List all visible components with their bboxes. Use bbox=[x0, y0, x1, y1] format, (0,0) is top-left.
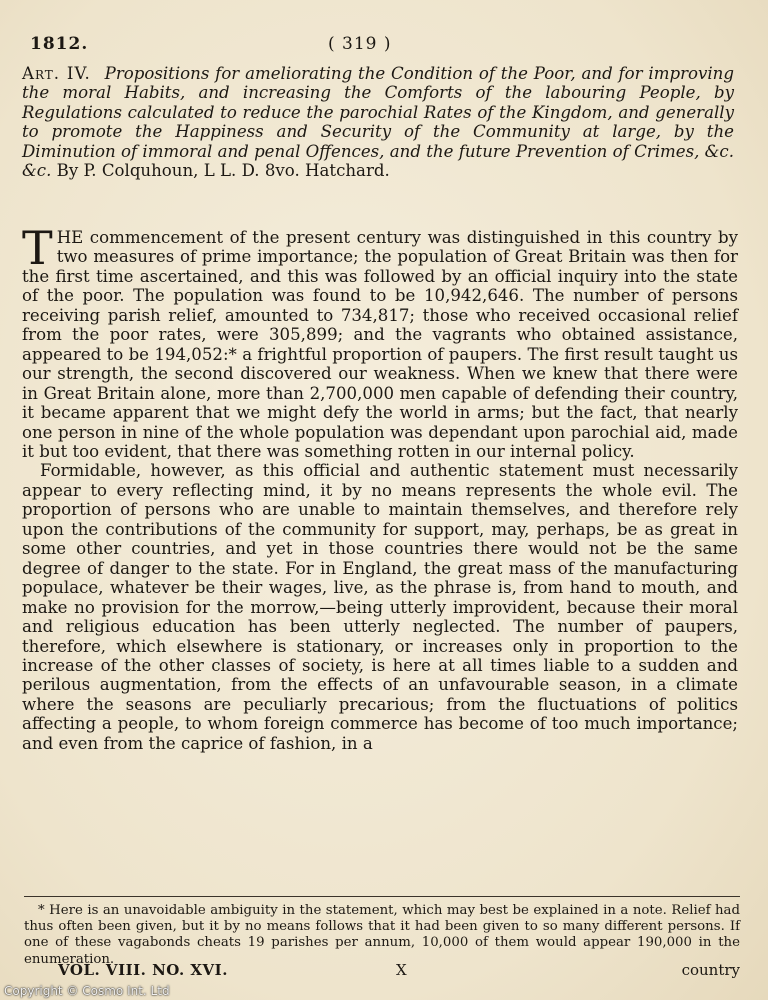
footnote bbox=[24, 903, 740, 968]
article-author: By P. Colquhoun, L L. D. bbox=[56, 161, 260, 181]
header-year: 1812. bbox=[30, 34, 89, 54]
running-header bbox=[30, 34, 738, 54]
article-label: Art. IV. bbox=[22, 64, 91, 83]
page-number: ( 319 ) bbox=[328, 34, 392, 54]
copyright-watermark: Copyright © Cosmo Int. Ltd bbox=[4, 984, 170, 998]
signature-mark: X bbox=[396, 961, 407, 979]
page-footer bbox=[58, 961, 740, 981]
body-paragraph bbox=[22, 221, 738, 461]
footnote-text: * Here is an unavoidable ambiguity in the statement, which may best be explained in a note. Relief had thus often been given, but it by no means follows that it had been given to so many different persons. If one of these vagabonds cheats 19 parishes per annum, 10,000 of them would appear 190,000 in the enumeration. bbox=[24, 903, 740, 967]
article-title-block bbox=[22, 64, 734, 180]
paragraph-text: HE commencement of the present century was distinguished in this country by two measures of prime importance; the population of Great Britain was then for the first time ascertained, and this was followed by an official inquiry into the state of the poor. The population was found to be 10,942,646. The number of persons receiving parish relief, amounted to 734,817; those who received occasional relief from the poor rates, were 305,899; and the vagrants who obtained assistance, appeared to be 194,052:* a frightful proportion of paupers. The first result taught us our strength, the second discovered our weakness. When we knew that there were in Great Britain alone, more than 2,700,000 men capable of defending their country, it became apparent that we might defy the world in arms; but the fact, that nearly one person in nine of the whole population was dependant upon parochial aid, made it but too evident, that there was something rotten in our internal policy. bbox=[22, 228, 738, 461]
volume-line: VOL. VIII. NO. XVI. bbox=[58, 961, 228, 979]
article-body bbox=[22, 221, 738, 753]
catchword: country bbox=[681, 961, 740, 979]
drop-cap: T bbox=[22, 221, 53, 275]
article-publication: 8vo. Hatchard. bbox=[264, 161, 390, 181]
footnote-divider bbox=[24, 896, 740, 897]
article-title: Propositions for ameliorating the Condition of the Poor, and for improving the moral Habits, and increasing the Comforts of the labouring People, by Regulations calculated to reduce the parochial Rates of the Kingdom, and generally to promote the Happiness and Security of the Community at large, by the Diminution of immoral and penal Offences, and the future Prevention of Crimes, &c. &c. bbox=[22, 64, 734, 181]
body-paragraph: Formidable, however, as this official and authentic statement must necessarily appear to every reflecting mind, it by no means represents the whole evil. The proportion of persons who are unable to maintain themselves, and therefore rely upon the contributions of the community for support, may, perhaps, be as great in some other countries, and yet in those countries there would not be the same degree of danger to the state. For in England, the great mass of the manufacturing populace, whatever be their wages, live, as the phrase is, from hand to mouth, and make no provision for the morrow,—being utterly improvident, because their moral and religious education has been utterly neglected. The number of paupers, therefore, which elsewhere is stationary, or increases only in proportion to the increase of the other classes of society, is here at all times liable to a sudden and perilous augmentation, from the effects of an unfavourable season, in a climate where the seasons are peculiarly precarious; from the fluctuations of politics affecting a people, to whom foreign commerce has become of too much importance; and even from the caprice of fashion, in a bbox=[22, 461, 738, 753]
